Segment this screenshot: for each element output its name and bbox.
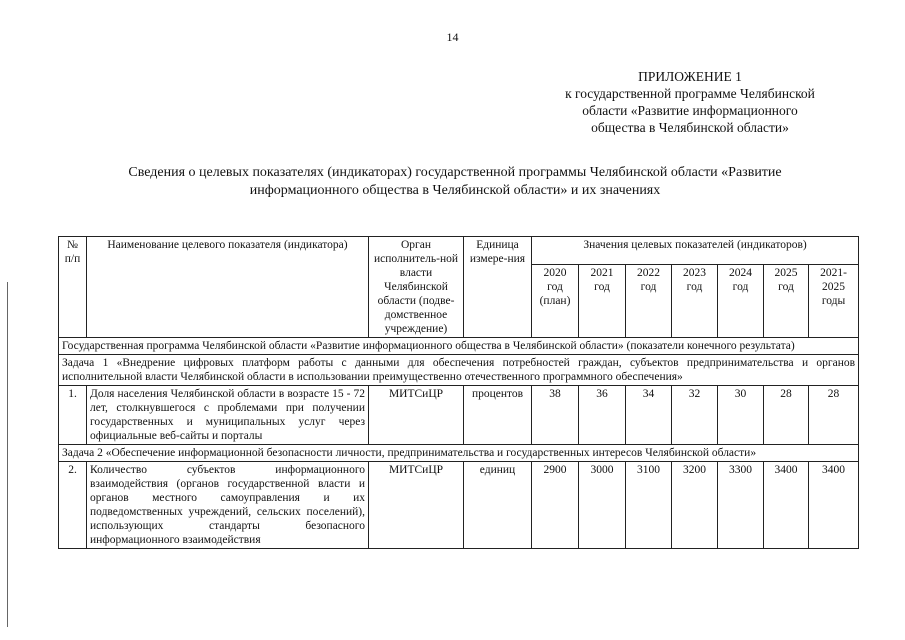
title-line: Сведения о целевых показателях (индикаторах) государственной программы Челябинской области «Развитие [128,165,782,180]
header-year: 2024 год [718,264,764,337]
row-value: 34 [626,386,672,445]
table-row [59,462,859,549]
row-value: 3200 [672,462,718,549]
task-row [59,355,859,386]
document-title [70,164,840,200]
task-row [59,445,859,462]
row-value: 3000 [579,462,626,549]
header-row [59,237,859,265]
title-line: информационного общества в Челябинской области» и их значениях [249,183,661,198]
appendix-block [530,68,850,136]
header-values-group: Значения целевых показателей (индикаторов) [532,237,859,265]
header-name: Наименование целевого показателя (индикатора) [87,237,369,338]
row-organ: МИТСиЦР [369,386,464,445]
header-num: № п/п [59,237,87,338]
appendix-heading: ПРИЛОЖЕНИЕ 1 [638,69,742,84]
row-value: 3300 [718,462,764,549]
header-unit: Единица измере-ния [464,237,532,338]
header-organ: Орган исполнитель-ной власти Челябинской области (подве-домственное учреждение) [369,237,464,338]
appendix-line: к государственной программе Челябинской [565,86,815,101]
row-value: 30 [718,386,764,445]
row-organ: МИТСиЦР [369,462,464,549]
row-value: 3400 [764,462,809,549]
indicators-table-wrapper [58,236,858,549]
row-value: 28 [764,386,809,445]
task2-cell: Задача 2 «Обеспечение информационной безопасности личности, предпринимательства и государственных интересов Челябинской области» [59,445,859,462]
row-name: Количество субъектов информационного взаимодействия (органов государственной власти и органов местного самоуправления и их подведомственных учреждений, сельских поселений), использующих стандарты безопасного информационного взаимодействия [87,462,369,549]
table-row [59,386,859,445]
program-row [59,338,859,355]
row-num: 1. [59,386,87,445]
header-year: 2021-2025 годы [809,264,859,337]
page-number: 14 [446,30,459,44]
header-year: 2025 год [764,264,809,337]
appendix-line: области «Развитие информационного [582,103,798,118]
appendix-line: общества в Челябинской области» [591,120,789,135]
header-year: 2021 год [579,264,626,337]
row-value: 2900 [532,462,579,549]
task1-cell: Задача 1 «Внедрение цифровых платформ работы с данными для обеспечения потребностей граждан, субъектов предпринимательства и органов исполнительной власти Челябинской области в использовании преимущественно отечественного программного обеспечения» [59,355,859,386]
row-num: 2. [59,462,87,549]
row-value: 3100 [626,462,672,549]
program-cell: Государственная программа Челябинской области «Развитие информационного общества в Челябинской области» (показатели конечного результата) [59,338,859,355]
header-year: 2022 год [626,264,672,337]
header-year: 2023 год [672,264,718,337]
row-value: 32 [672,386,718,445]
row-unit: процентов [464,386,532,445]
row-unit: единиц [464,462,532,549]
indicators-table [58,236,859,549]
row-value: 28 [809,386,859,445]
row-value: 36 [579,386,626,445]
row-name: Доля населения Челябинской области в возрасте 15 - 72 лет, столкнувшегося с проблемами при получении государственных и муниципальных услуг через официальные веб-сайты и порталы [87,386,369,445]
row-value: 38 [532,386,579,445]
row-value: 3400 [809,462,859,549]
header-year: 2020 год (план) [532,264,579,337]
margin-line [7,282,8,627]
